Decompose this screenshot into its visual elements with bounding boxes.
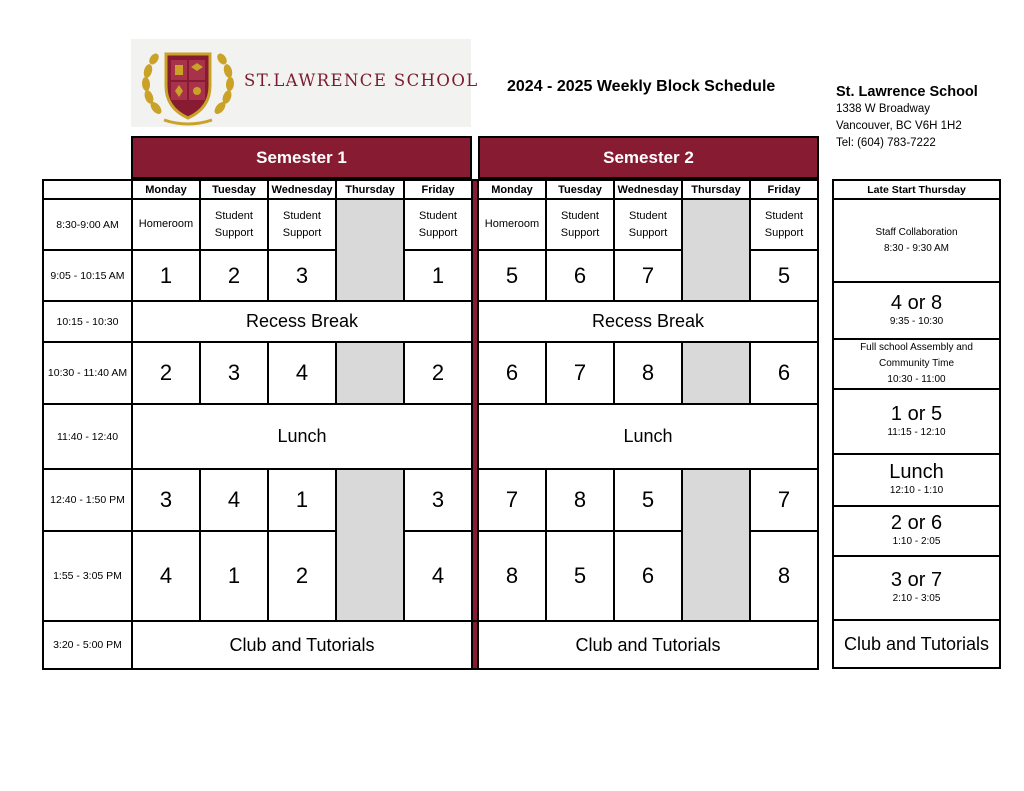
recess-row bbox=[43, 301, 818, 342]
block-cell: 2 bbox=[132, 342, 200, 404]
block-cell: 7 bbox=[546, 342, 614, 404]
assembly-cell bbox=[833, 339, 1000, 389]
assembly-line-1: Full school Assembly and bbox=[860, 342, 973, 353]
school-wordmark: ST.LAWRENCE SCHOOL bbox=[244, 71, 479, 90]
late-block-2-label: 1 or 5 bbox=[890, 402, 943, 425]
block-cell: 3 bbox=[132, 469, 200, 531]
block-cell: 7 bbox=[614, 250, 682, 301]
s2-day-thursday: Thursday bbox=[682, 180, 750, 199]
late-block-2-time: 11:15 - 12:10 bbox=[887, 426, 946, 438]
s2-lunch: Lunch bbox=[478, 404, 818, 469]
late-clubs: Club and Tutorials bbox=[833, 620, 1000, 668]
block-row-3 bbox=[43, 469, 818, 531]
time-slot: 10:30 - 11:40 AM bbox=[43, 342, 132, 404]
page-title: 2024 - 2025 Weekly Block Schedule bbox=[507, 78, 776, 95]
s1-mon-homeroom: Homeroom bbox=[132, 199, 200, 250]
s1-tue-support: Student Support bbox=[200, 199, 268, 250]
s2-day-friday: Friday bbox=[750, 180, 818, 199]
late-lunch-label: Lunch bbox=[889, 461, 944, 483]
assembly-time: 10:30 - 11:00 bbox=[887, 374, 946, 385]
block-cell: 4 bbox=[200, 469, 268, 531]
semester-2-banner: Semester 2 bbox=[478, 136, 819, 179]
late-block-4-label: 3 or 7 bbox=[890, 569, 943, 591]
late-start-thursday-table bbox=[832, 179, 1001, 669]
late-block-4 bbox=[833, 556, 1000, 620]
homeroom-row bbox=[43, 199, 818, 250]
s1-thursday-no-class bbox=[336, 342, 404, 404]
time-slot: 9:05 - 10:15 AM bbox=[43, 250, 132, 301]
block-cell: 7 bbox=[478, 469, 546, 531]
block-cell: 2 bbox=[200, 250, 268, 301]
late-block-3-label: 2 or 6 bbox=[890, 512, 943, 534]
block-cell: 5 bbox=[614, 469, 682, 531]
block-cell: 8 bbox=[546, 469, 614, 531]
late-block-1-label: 4 or 8 bbox=[890, 291, 943, 314]
block-cell: 1 bbox=[200, 531, 268, 621]
s2-thursday-no-class bbox=[682, 199, 750, 301]
late-lunch-time: 12:10 - 1:10 bbox=[889, 485, 944, 496]
s1-thursday-no-class bbox=[336, 199, 404, 301]
staff-collaboration-cell bbox=[833, 199, 1000, 282]
block-cell: 6 bbox=[614, 531, 682, 621]
block-row-2 bbox=[43, 342, 818, 404]
s1-day-friday: Friday bbox=[404, 180, 472, 199]
s2-recess: Recess Break bbox=[478, 301, 818, 342]
block-cell: 8 bbox=[478, 531, 546, 621]
time-slot: 8:30-9:00 AM bbox=[43, 199, 132, 250]
block-cell: 6 bbox=[750, 342, 818, 404]
block-cell: 4 bbox=[132, 531, 200, 621]
late-block-3 bbox=[833, 506, 1000, 556]
s2-day-wednesday: Wednesday bbox=[614, 180, 682, 199]
s2-mon-homeroom: Homeroom bbox=[478, 199, 546, 250]
block-cell: 7 bbox=[750, 469, 818, 531]
s2-fri-support: Student Support bbox=[750, 199, 818, 250]
contact-phone: Tel: (604) 783-7222 bbox=[836, 137, 936, 149]
contact-city: Vancouver, BC V6H 1H2 bbox=[836, 120, 962, 132]
late-block-2 bbox=[833, 389, 1000, 454]
contact-street: 1338 W Broadway bbox=[836, 103, 930, 115]
late-block-3-time: 1:10 - 2:05 bbox=[892, 536, 941, 547]
time-header-cell bbox=[43, 180, 132, 199]
s2-tue-support: Student Support bbox=[546, 199, 614, 250]
late-start-title: Late Start Thursday bbox=[833, 180, 1000, 199]
block-cell: 8 bbox=[614, 342, 682, 404]
late-block-4-time: 2:10 - 3:05 bbox=[892, 593, 941, 604]
s1-clubs: Club and Tutorials bbox=[132, 621, 472, 669]
s2-clubs: Club and Tutorials bbox=[478, 621, 818, 669]
schedule-table bbox=[42, 179, 819, 670]
s2-thursday-no-class bbox=[682, 469, 750, 621]
time-slot: 10:15 - 10:30 bbox=[43, 301, 132, 342]
block-cell: 2 bbox=[268, 531, 336, 621]
s2-day-monday: Monday bbox=[478, 180, 546, 199]
block-cell: 2 bbox=[404, 342, 472, 404]
semester-1-banner: Semester 1 bbox=[131, 136, 472, 179]
late-block-1-time: 9:35 - 10:30 bbox=[889, 315, 944, 327]
block-cell: 6 bbox=[478, 342, 546, 404]
s2-thursday-no-class bbox=[682, 342, 750, 404]
s1-thursday-no-class bbox=[336, 469, 404, 621]
s2-wed-support: Student Support bbox=[614, 199, 682, 250]
block-cell: 4 bbox=[404, 531, 472, 621]
late-block-1 bbox=[833, 282, 1000, 339]
staff-collaboration-time: 8:30 - 9:30 AM bbox=[883, 242, 950, 254]
block-cell: 1 bbox=[404, 250, 472, 301]
block-cell: 5 bbox=[546, 531, 614, 621]
time-slot: 11:40 - 12:40 bbox=[43, 404, 132, 469]
assembly-line-2: Community Time bbox=[878, 358, 954, 369]
block-cell: 6 bbox=[546, 250, 614, 301]
staff-collaboration-label: Staff Collaboration bbox=[875, 226, 958, 238]
s1-day-monday: Monday bbox=[132, 180, 200, 199]
time-slot: 1:55 - 3:05 PM bbox=[43, 531, 132, 621]
lunch-row bbox=[43, 404, 818, 469]
block-cell: 1 bbox=[132, 250, 200, 301]
clubs-row bbox=[43, 621, 818, 669]
s1-fri-support: Student Support bbox=[404, 199, 472, 250]
s1-recess: Recess Break bbox=[132, 301, 472, 342]
s1-lunch: Lunch bbox=[132, 404, 472, 469]
block-cell: 5 bbox=[478, 250, 546, 301]
time-slot: 12:40 - 1:50 PM bbox=[43, 469, 132, 531]
block-cell: 3 bbox=[268, 250, 336, 301]
school-crest-icon bbox=[136, 42, 240, 126]
contact-school-name: St. Lawrence School bbox=[836, 84, 978, 100]
day-header-row bbox=[43, 180, 818, 199]
block-cell: 3 bbox=[200, 342, 268, 404]
time-slot: 3:20 - 5:00 PM bbox=[43, 621, 132, 669]
block-cell: 8 bbox=[750, 531, 818, 621]
late-lunch bbox=[833, 454, 1000, 506]
block-cell: 1 bbox=[268, 469, 336, 531]
s1-day-thursday: Thursday bbox=[336, 180, 404, 199]
s1-wed-support: Student Support bbox=[268, 199, 336, 250]
block-cell: 5 bbox=[750, 250, 818, 301]
block-cell: 3 bbox=[404, 469, 472, 531]
block-cell: 4 bbox=[268, 342, 336, 404]
s1-day-tuesday: Tuesday bbox=[200, 180, 268, 199]
s2-day-tuesday: Tuesday bbox=[546, 180, 614, 199]
s1-day-wednesday: Wednesday bbox=[268, 180, 336, 199]
